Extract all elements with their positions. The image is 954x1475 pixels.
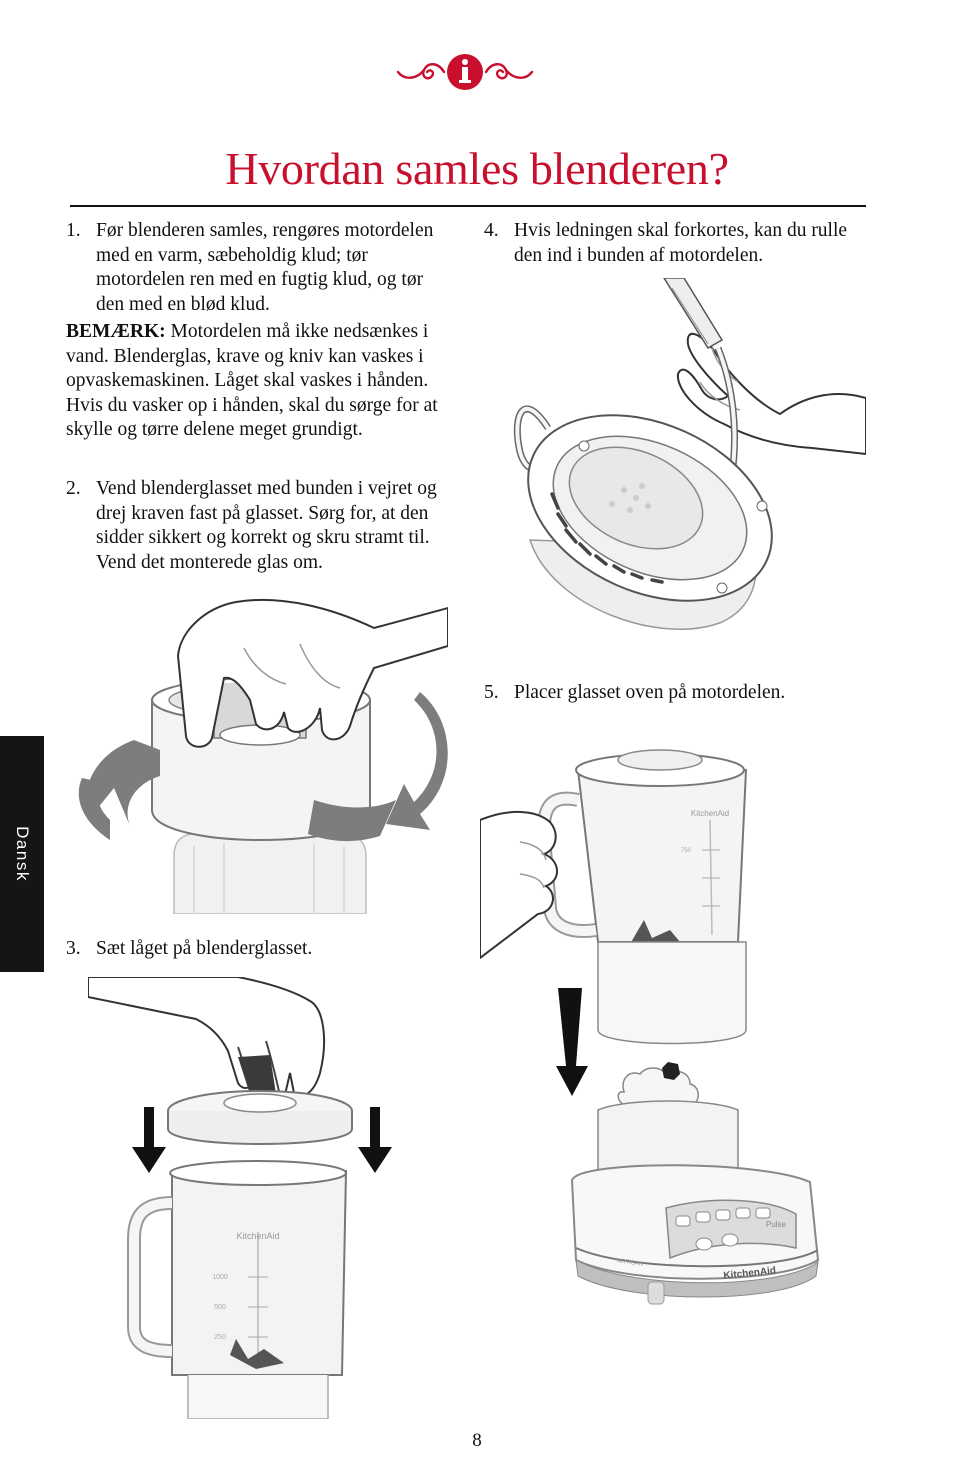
step-5 <box>484 681 854 706</box>
step-number: 4. <box>484 220 499 241</box>
jar-mark-1000: 1000 <box>212 1274 228 1281</box>
language-tab-label: Dansk <box>13 826 32 882</box>
step-4 <box>484 219 854 268</box>
jar-mark-500: 500 <box>214 1304 226 1311</box>
info-ornament-icon <box>392 50 538 94</box>
step-3 <box>66 937 446 962</box>
step-number: 5. <box>484 682 499 703</box>
base-model-label: ARTISAN <box>616 1258 644 1268</box>
step-text: Hvis ledningen skal forkortes, kan du rulle den ind i bunden af motordelen. <box>514 220 848 266</box>
language-tab <box>0 736 44 972</box>
step-number: 3. <box>66 938 81 959</box>
note-text: Motordelen må ikke nedsænkes i vand. Blenderglas, krave og kniv kan vaskes i opvaskemaskinen. Låget skal vaskes i hånden. Hvis du vasker op i hånden, skal du sørge for at skylle og tørre delene meget grundigt. <box>66 321 438 440</box>
note-paragraph <box>66 320 440 443</box>
jar-mark-750: 750 <box>680 848 692 854</box>
jar-brand-label: KitchenAid <box>236 1231 280 1241</box>
step-number: 2. <box>66 478 81 499</box>
title-divider <box>70 205 866 207</box>
note-label: BEMÆRK: <box>66 321 166 342</box>
pulse-label: Pulse <box>765 1220 787 1229</box>
step-text: Sæt låget på blenderglasset. <box>96 938 313 959</box>
step-1 <box>66 219 446 317</box>
jar-mark-250: 250 <box>214 1334 226 1341</box>
step-text: Placer glasset oven på motordelen. <box>514 682 786 703</box>
collar-twist-illustration <box>74 588 448 914</box>
page-number: 8 <box>472 1430 482 1451</box>
page-title: Hvordan samles blenderen? <box>225 143 729 194</box>
lid-placement-illustration <box>88 977 394 1419</box>
jar-on-base-illustration <box>480 730 860 1310</box>
step-2 <box>66 477 446 575</box>
jar-brand-label-2: KitchenAid <box>690 809 730 818</box>
cord-storage-illustration <box>512 278 866 646</box>
base-brand-label: KitchenAid <box>722 1265 777 1282</box>
step-text: Før blenderen samles, rengøres motordelen med en varm, sæbeholdig klud; tør motordelen ren med en fugtig klud, og tør den med en blød klud. <box>96 220 434 315</box>
step-number: 1. <box>66 220 81 241</box>
step-text: Vend blenderglasset med bunden i vejret og drej kraven fast på glasset. Sørg for, at den sidder sikkert og korrekt og skru stramt til. Vend det monterede glas om. <box>96 478 437 573</box>
